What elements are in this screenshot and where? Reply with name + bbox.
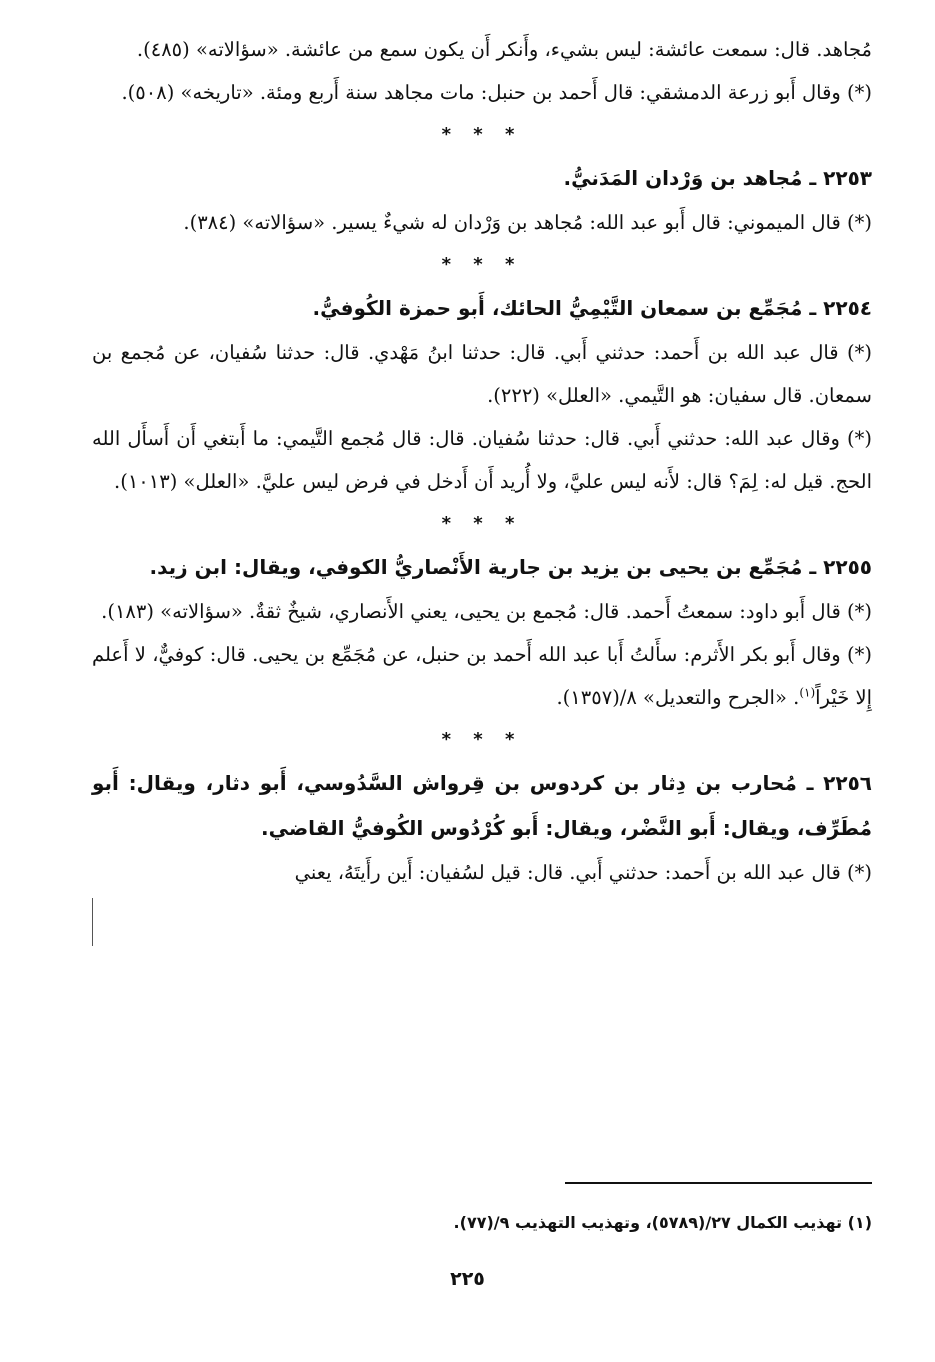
paragraph-text: (*) وقال أَبو بكر الأَثرم: سأَلتُ أَبا عبد الله أَحمد بن حنبل، عن مُجَمِّع بن يحيى. قال: كوفيٌّ، لا أَعلم إِلا خَيْراً xyxy=(92,643,872,709)
entry-heading: ٢٢٥٣ ـ مُجاهد بن وَرْدان المَدَنيُّ. xyxy=(563,166,872,190)
page-number: ٢٢٥ xyxy=(450,1268,485,1290)
footnote-marker[interactable]: (١) xyxy=(799,685,816,700)
paragraph: (*) وقال أَبو زرعة الدمشقي: قال أَحمد بن حنبل: مات مجاهد سنة أَربع ومئة. «تاريخه» (٥٠٨). xyxy=(121,81,872,104)
page-body xyxy=(92,28,872,894)
entry-heading: ٢٢٥٤ ـ مُجَمِّع بن سمعان التَّيْمِيُّ الحائك، أَبو حمزة الكُوفيُّ. xyxy=(312,296,872,320)
footnote-divider xyxy=(565,1182,872,1184)
paragraph: (*) وقال عبد الله: حدثني أَبي. قال: حدثنا سُفيان. قال: قال مُجمع التَّيمي: ما أَبتغي أَن أَسأَل الله الحج. قيل له: لِمَ؟ قال: لأَنه ليس عليَّ، ولا أُريد أَن أَدخل في فرض ليس عليَّ. «العلل» (١٠١٣). xyxy=(92,427,872,493)
paragraph: (*) قال الميموني: قال أَبو عبد الله: مُجاهد بن وَرْدان له شيءٌ يسير. «سؤالاته» (٣٨٤). xyxy=(183,211,872,234)
paragraph: مُجاهد. قال: سمعت عائشة: ليس بشيء، وأَنكر أَن يكون سمع من عائشة. «سؤالاته» (٤٨٥). xyxy=(136,38,872,61)
section-separator: * * * xyxy=(441,124,523,145)
paragraph-text: . «الجرح والتعديل» ٨/(١٣٥٧). xyxy=(556,686,800,709)
footnote: (١) تهذيب الكمال ٢٧/(٥٧٨٩)، وتهذيب التهذيب ٩/(٧٧). xyxy=(453,1213,872,1232)
paragraph: (*) قال عبد الله بن أَحمد: حدثني أَبي. قال: قيل لسُفيان: أَين رأَيتَهُ، يعني xyxy=(294,861,872,884)
section-separator: * * * xyxy=(441,513,523,534)
paragraph: (*) قال أَبو داود: سمعتُ أَحمد. قال: مُجمع بن يحيى، يعني الأَنصاري، شيخٌ ثقةٌ. «سؤالاته» (١٨٣). xyxy=(101,600,872,623)
entry-heading: ٢٢٥٥ ـ مُجَمِّع بن يحيى بن يزيد بن جارية الأَنْصاريُّ الكوفي، ويقال: ابن زيد. xyxy=(149,555,872,579)
paragraph-with-footnote xyxy=(92,633,872,719)
scan-artifact xyxy=(92,898,93,946)
section-separator: * * * xyxy=(441,254,523,275)
section-separator: * * * xyxy=(441,729,523,750)
entry-heading: ٢٢٥٦ ـ مُحارب بن دِثار بن كردوس بن قِرواش السَّدُوسي، أَبو دثار، ويقال: أَبو مُطَرِّف، ويقال: أَبو النَّضْر، ويقال: أَبو كُرْدُوس الكُوفيُّ القاضي. xyxy=(92,771,872,840)
paragraph: (*) قال عبد الله بن أَحمد: حدثني أَبي. قال: حدثنا ابنُ مَهْدي. قال: حدثنا سُفيان، عن مُجمع بن سمعان. قال سفيان: هو التَّيمي. «العلل» (٢٢٢). xyxy=(92,341,872,407)
